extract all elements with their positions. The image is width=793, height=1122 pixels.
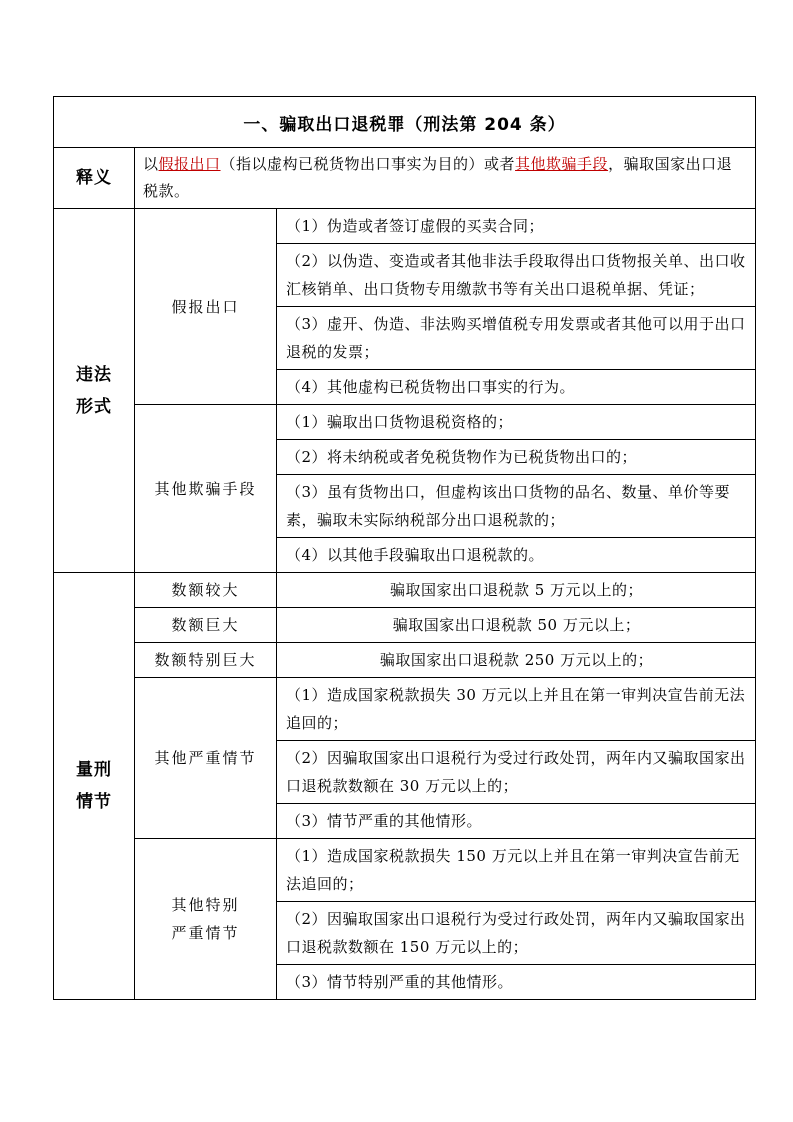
- table-row: [54, 678, 756, 741]
- list-item: （2）因骗取国家出口退税行为受过行政处罚，两年内又骗取国家出口退税款数额在 150 万元以上的；: [277, 902, 756, 965]
- sentencing-label: [54, 573, 135, 1000]
- amount-large: 数额较大: [135, 573, 277, 608]
- list-item: （4）其他虚构已税货物出口事实的行为。: [277, 370, 756, 405]
- illegal-forms-label-line2: 形式: [76, 396, 112, 417]
- serious-circumstances: 其他严重情节: [135, 678, 277, 839]
- table-row: [54, 643, 756, 678]
- illegal-forms-label-line1: 违法: [76, 364, 112, 385]
- especially-serious-line2: 严重情节: [171, 924, 240, 942]
- list-item: （1）伪造或者签订虚假的买卖合同；: [277, 209, 756, 244]
- list-item: （1）造成国家税款损失 150 万元以上并且在第一审判决宣告前无法追回的；: [277, 839, 756, 902]
- amount-especially-huge: 数额特别巨大: [135, 643, 277, 678]
- table-row: [54, 209, 756, 244]
- definition-middle: （指以虚构已税货物出口事实为目的）或者: [220, 155, 516, 173]
- term-other-fraud: 其他欺骗手段: [515, 155, 609, 173]
- sentencing-label-line2: 情节: [76, 792, 112, 812]
- amount-especially-huge-text: 骗取国家出口退税款 250 万元以上的；: [277, 643, 756, 678]
- amount-large-text: 骗取国家出口退税款 5 万元以上的；: [277, 573, 756, 608]
- group-false-export: 假报出口: [135, 209, 277, 405]
- definition-label: 释义: [54, 148, 135, 209]
- list-item: （2）将未纳税或者免税货物作为已税货物出口的；: [277, 440, 756, 475]
- law-table: [53, 96, 756, 1000]
- list-item: （1）造成国家税款损失 30 万元以上并且在第一审判决宣告前无法追回的；: [277, 678, 756, 741]
- definition-text: [135, 148, 756, 209]
- list-item: （2）以伪造、变造或者其他非法手段取得出口货物报关单、出口收汇核销单、出口货物专用缴款书等有关出口退税单据、凭证；: [277, 244, 756, 307]
- list-item: （1）骗取出口货物退税资格的；: [277, 405, 756, 440]
- list-item: （2）因骗取国家出口退税行为受过行政处罚，两年内又骗取国家出口退税款数额在 30 万元以上的；: [277, 741, 756, 804]
- definition-row: [54, 148, 756, 209]
- especially-serious-line1: 其他特别: [171, 896, 240, 914]
- group-other-fraud: 其他欺骗手段: [135, 405, 277, 573]
- list-item: （3）虽有货物出口，但虚构该出口货物的品名、数量、单价等要素，骗取未实际纳税部分出口退税款的；: [277, 475, 756, 538]
- table-title: 一、骗取出口退税罪（刑法第 204 条）: [54, 97, 756, 148]
- amount-huge-text: 骗取国家出口退税款 50 万元以上；: [277, 608, 756, 643]
- list-item: （3）情节严重的其他情形。: [277, 804, 756, 839]
- title-row: [54, 97, 756, 148]
- table-row: [54, 839, 756, 902]
- definition-prefix: 以: [143, 155, 159, 173]
- definition-suffix: ，骗取国家出口退税款。: [143, 155, 733, 200]
- term-false-export: 假报出口: [158, 155, 221, 173]
- list-item: （3）虚开、伪造、非法购买增值税专用发票或者其他可以用于出口退税的发票；: [277, 307, 756, 370]
- table-row: [54, 608, 756, 643]
- illegal-forms-label: [54, 209, 135, 573]
- especially-serious-circumstances: [135, 839, 277, 1000]
- amount-huge: 数额巨大: [135, 608, 277, 643]
- table-row: [54, 405, 756, 440]
- table-row: [54, 573, 756, 608]
- list-item: （4）以其他手段骗取出口退税款的。: [277, 538, 756, 573]
- sentencing-label-line1: 量刑: [76, 760, 112, 780]
- list-item: （3）情节特别严重的其他情形。: [277, 965, 756, 1000]
